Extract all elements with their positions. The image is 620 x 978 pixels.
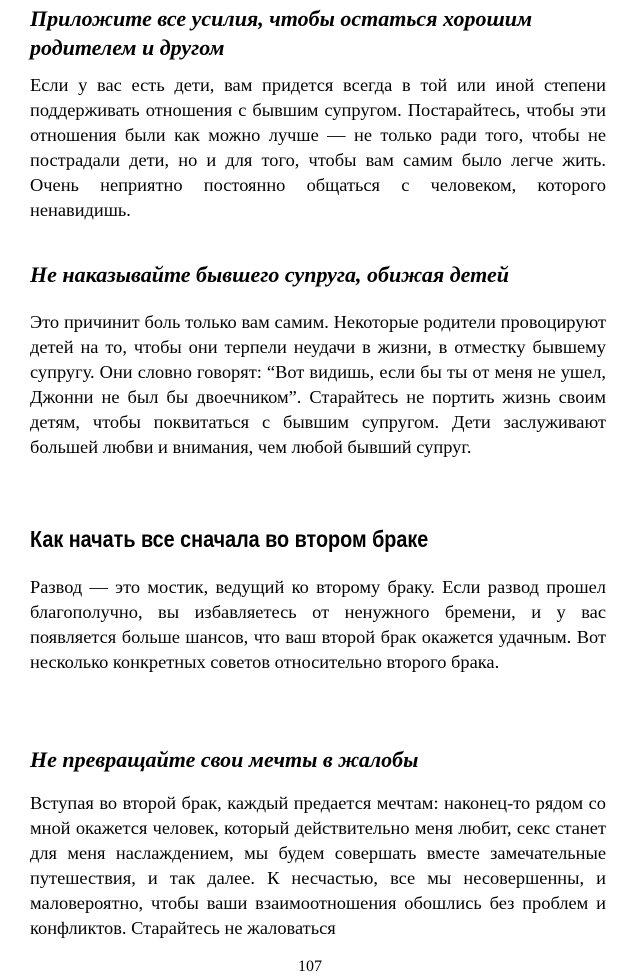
page-number: 107	[298, 958, 322, 975]
section-body-2: Это причинит боль только вам самим. Некоторые родители провоцируют детей на то, чтобы они терпели неудачи в жизни, в отместку бывшему супругу. Они словно говорят: “Вот видишь, если бы ты от меня не ушел, Джонни не был бы двоечником”. Старайтесь не портить жизнь своим детям, чтобы поквитаться с бывшим супругом. Дети заслуживают большей любви и внимания, чем любой бывший супруг.	[30, 312, 606, 457]
section-body-4: Вступая во второй брак, каждый предается мечтам: наконец-то рядом со мной окажется человек, который действительно меня любит, секс станет для меня наслаждением, мы будем совершать вместе замечательные путешествия, и так далее. К несчастью, все мы несовершенны, и маловероятно, чтобы ваши взаимоотношения обошлись без проблем и конфликтов. Старайтесь не жаловаться	[30, 793, 606, 938]
section-heading-2: Не наказывайте бывшего супруга, обижая детей	[30, 262, 509, 287]
section-body-3: Развод — это мостик, ведущий ко второму браку. Если развод прошел благополучно, вы избавляетесь от ненужного бремени, и у вас появляется больше шансов, что ваш второй брак окажется удачным. Вот несколько конкретных советов относительно второго брака.	[30, 577, 606, 672]
section-heading-3: Как начать все сначала во втором браке	[30, 526, 429, 552]
section-heading-1: Приложите все усилия, чтобы остаться хорошим родителем и другом	[30, 6, 533, 60]
section-body-1: Если у вас есть дети, вам придется всегда в той или иной степени поддерживать отношения с бывшим супругом. Постарайтесь, чтобы эти отношения были как можно лучше — не только ради того, чтобы не пострадали дети, но и для того, чтобы вам самим было легче жить. Очень неприятно постоянно общаться с человеком, которого ненавидишь.	[30, 75, 606, 220]
section-heading-4: Не превращайте свои мечты в жалобы	[30, 747, 419, 772]
